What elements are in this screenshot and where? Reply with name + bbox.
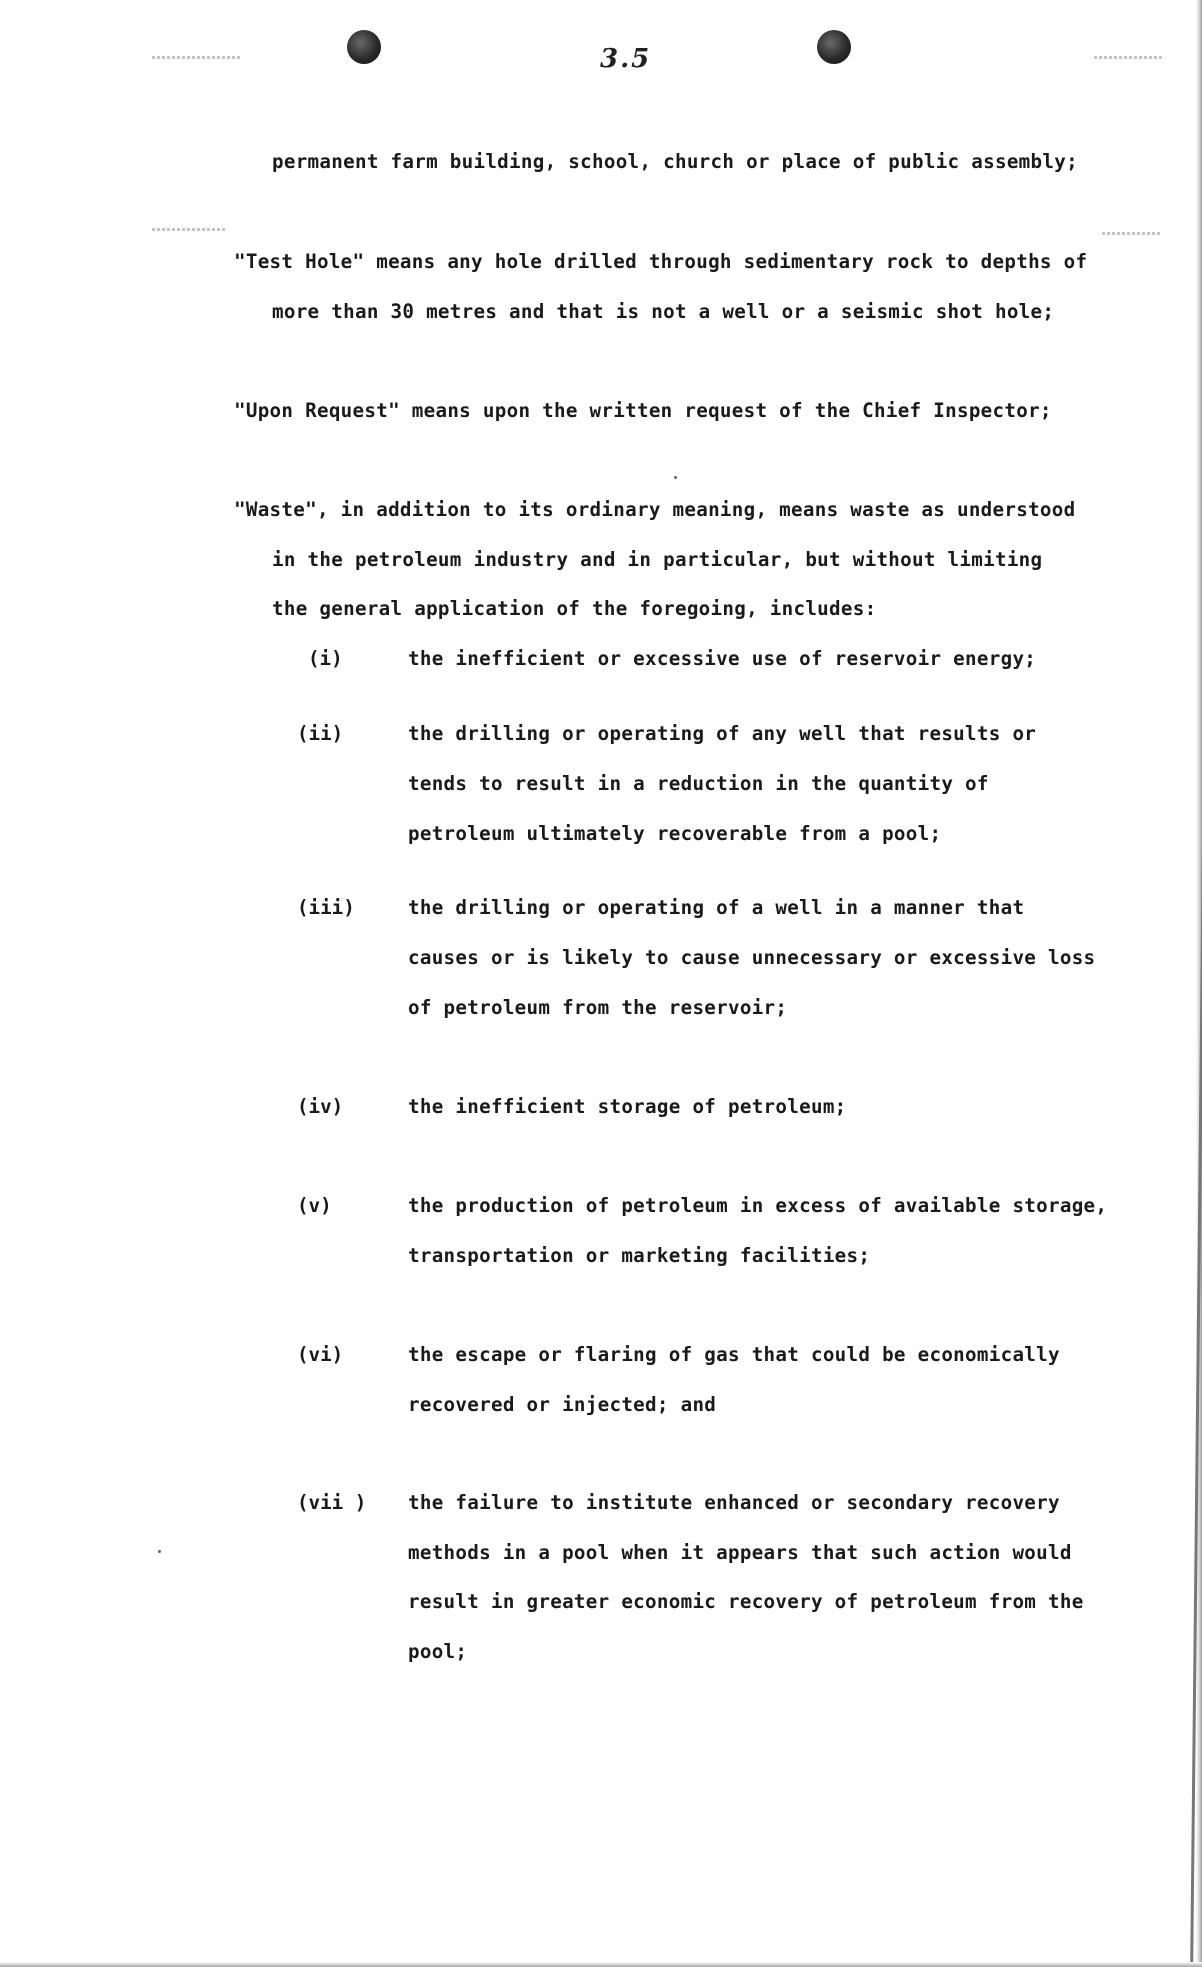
scan-speck — [158, 1550, 161, 1553]
scan-edge-bottom — [0, 1962, 1202, 1967]
item-ii-line-3: petroleum ultimately recoverable from a pool; — [408, 822, 942, 845]
definition-test-hole-line-2: more than 30 metres and that is not a well or a seismic shot hole; — [272, 300, 1055, 323]
item-ii-line-1: the drilling or operating of any well that results or — [408, 722, 1037, 745]
definition-test-hole-line-1: "Test Hole" means any hole drilled through sedimentary rock to depths of — [234, 250, 1088, 273]
item-v-line-1: the production of petroleum in excess of available storage, — [408, 1194, 1108, 1217]
item-label-iv: (iv) — [297, 1095, 344, 1118]
item-iii-line-1: the drilling or operating of a well in a manner that — [408, 896, 1025, 919]
item-iv-line-1: the inefficient storage of petroleum; — [408, 1095, 847, 1118]
item-label-v: (v) — [297, 1194, 332, 1217]
scan-smudge — [1102, 232, 1162, 235]
item-vii-line-4: pool; — [408, 1640, 468, 1663]
item-label-i: (i) — [308, 647, 343, 670]
item-iii-line-2: causes or is likely to cause unnecessary or excessive loss — [408, 946, 1096, 969]
item-vii-line-2: methods in a pool when it appears that such action would — [408, 1541, 1072, 1564]
punch-hole-right — [817, 30, 851, 64]
definition-waste-line-2: in the petroleum industry and in particular, but without limiting — [272, 548, 1043, 571]
definition-waste-line-3: the general application of the foregoing, includes: — [272, 597, 877, 620]
item-label-iii: (iii) — [297, 896, 355, 919]
item-vii-line-3: result in greater economic recovery of petroleum from the — [408, 1590, 1084, 1613]
item-vi-line-2: recovered or injected; and — [408, 1393, 717, 1416]
item-i-line-1: the inefficient or excessive use of reservoir energy; — [408, 647, 1037, 670]
definition-waste-line-1: "Waste", in addition to its ordinary meaning, means waste as understood — [234, 498, 1076, 521]
definition-continuation: permanent farm building, school, church or place of public assembly; — [272, 150, 1078, 173]
punch-hole-left — [347, 30, 381, 64]
page-number: 3.5 — [600, 44, 652, 74]
scan-smudge — [152, 228, 226, 231]
scan-speck — [674, 476, 677, 479]
item-label-vii: (vii ) — [297, 1491, 367, 1514]
item-vii-line-1: the failure to institute enhanced or secondary recovery — [408, 1491, 1060, 1514]
item-label-vi: (vi) — [297, 1343, 344, 1366]
scan-smudge — [152, 56, 240, 59]
item-ii-line-2: tends to result in a reduction in the quantity of — [408, 772, 989, 795]
scan-smudge — [1094, 56, 1164, 59]
definition-upon-request: "Upon Request" means upon the written request of the Chief Inspector; — [234, 399, 1052, 422]
item-vi-line-1: the escape or flaring of gas that could be economically — [408, 1343, 1060, 1366]
item-label-ii: (ii) — [297, 722, 344, 745]
item-v-line-2: transportation or marketing facilities; — [408, 1244, 871, 1267]
item-iii-line-3: of petroleum from the reservoir; — [408, 996, 788, 1019]
